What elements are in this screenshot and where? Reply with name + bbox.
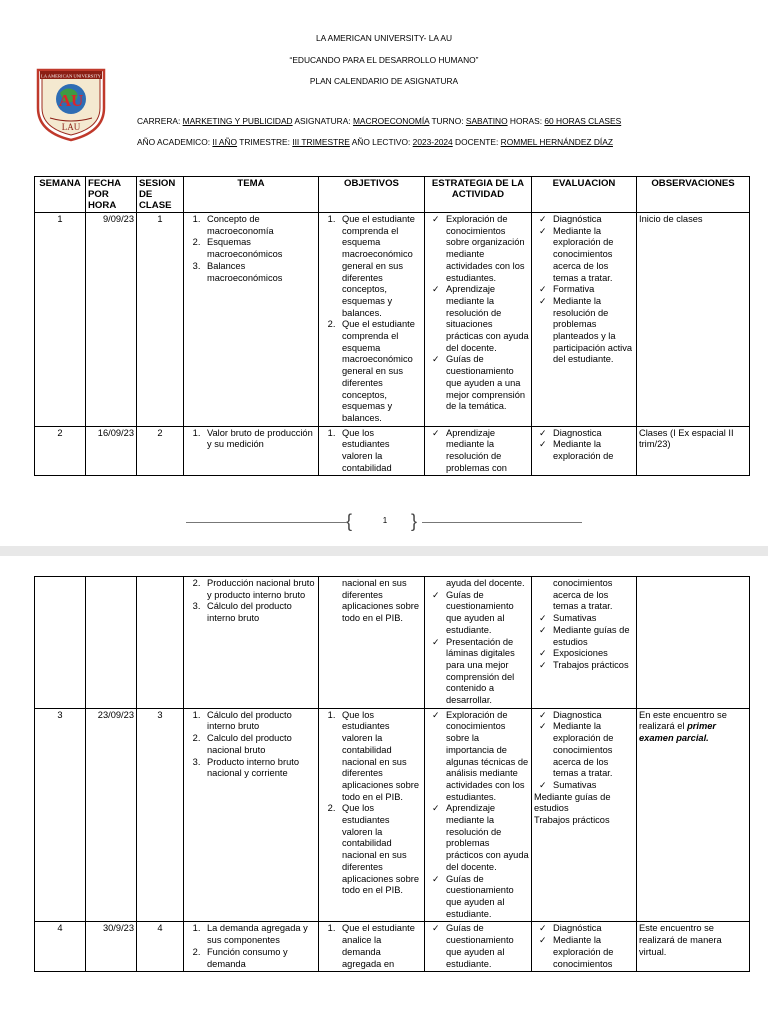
observaciones-emphasis: primer examen parcial. [639, 721, 716, 744]
carrera-value: MARKETING Y PUBLICIDAD [182, 116, 293, 126]
cell-sesion: 1 [137, 213, 184, 427]
cell-observaciones [637, 577, 750, 709]
footer-brace-left: { [346, 511, 353, 531]
cell-tema [184, 426, 319, 476]
list-item: ✓ Exploración de conocimientos sobre la importancia de algunas técnicas de análisis mediante actividades con los estudiantes. [444, 710, 529, 804]
cell-objetivos [319, 922, 425, 972]
lectivo-value: 2023-2024 [412, 137, 453, 147]
cell-evaluacion [532, 922, 637, 972]
col-header-fecha: FECHA POR HORA [86, 177, 137, 213]
cell-sesion: 2 [137, 426, 184, 476]
evaluacion-extra: Mediante guías de estudios [534, 791, 611, 814]
col-header-observaciones: OBSERVACIONES [637, 177, 750, 213]
anio-label: AÑO ACADEMICO: [137, 137, 213, 147]
list-item: 3. Producto interno bruto nacional y corriente [203, 757, 316, 780]
table-row [35, 708, 750, 922]
list-item: 1. Concepto de macroeconomía [203, 214, 316, 237]
cell-estrategia [425, 922, 532, 972]
cell-objetivos [319, 577, 425, 709]
list-item: ✓ Mediante la exploración de conocimientos [551, 935, 634, 970]
university-motto: “EDUCANDO PARA EL DESARROLLO HUMANO” [289, 55, 479, 65]
cell-estrategia [425, 708, 532, 922]
horas-value: 60 HORAS CLASES [544, 116, 622, 126]
list-item: ✓ Guías de cuestionamiento que ayuden a una mejor comprensión de la temática. [444, 354, 529, 413]
cell-tema [184, 708, 319, 922]
list-item: ✓ Aprendizaje mediante la resolución de problemas prácticos con ayuda del docente. [444, 803, 529, 873]
cell-observaciones: Clases (I Ex espacial II trim/23) [637, 426, 750, 476]
objetivos-continuation: nacional en sus diferentes aplicaciones sobre todo en el PIB. [342, 578, 420, 624]
document-page-2 [0, 556, 768, 1024]
cell-evaluacion [532, 708, 637, 922]
trimestre-value: III TRIMESTRE [292, 137, 350, 147]
list-item: 1. Que el estudiante analice la demanda agregada en [338, 923, 422, 970]
evaluacion-extra: Trabajos prácticos [534, 815, 610, 826]
footer-brace-right: } [411, 511, 418, 531]
cell-objetivos [319, 213, 425, 427]
list-item: 3. Cálculo del producto interno bruto [203, 601, 316, 624]
cell-estrategia [425, 426, 532, 476]
header-line-carrera [137, 116, 621, 126]
col-header-objetivos: OBJETIVOS [319, 177, 425, 213]
list-item: ✓ Formativa [551, 284, 634, 296]
list-item: ✓ Diagnostica [551, 428, 634, 440]
cell-sesion: 4 [137, 922, 184, 972]
list-item: ✓ Mediante la exploración de [551, 439, 634, 462]
asignatura-value: MACROECONOMÍA [352, 116, 430, 126]
table-row [35, 922, 750, 972]
page-number-footer [0, 511, 768, 531]
cell-observaciones [637, 708, 750, 922]
col-header-sesion: SESION DE CLASE [137, 177, 184, 213]
header-line-anio [137, 137, 613, 147]
estrategia-continuation: ayuda del docente. [446, 578, 525, 588]
list-item: 2. Que los estudiantes valoren la contabilidad nacional en sus diferentes aplicaciones sobre todo en el PIB. [338, 803, 422, 897]
list-item: ✓ Aprendizaje mediante la resolución de problemas con [444, 428, 529, 475]
cell-estrategia [425, 577, 532, 709]
cell-semana: 4 [35, 922, 86, 972]
col-header-evaluacion: EVALUACION [532, 177, 637, 213]
anio-value: II AÑO [212, 137, 238, 147]
carrera-label: CARRERA: [137, 116, 183, 126]
list-item: 2. Que el estudiante comprenda el esquema macroeconómico general en sus diferentes conceptos, esquemas y balances. [338, 319, 422, 424]
cell-tema [184, 213, 319, 427]
cell-observaciones: Este encuentro se realizará de manera virtual. [637, 922, 750, 972]
lectivo-label: AÑO LECTIVO: [349, 137, 413, 147]
turno-label: TURNO: [429, 116, 466, 126]
cell-semana: 2 [35, 426, 86, 476]
footer-rule-left [186, 522, 346, 523]
cell-fecha: 9/09/23 [86, 213, 137, 427]
list-item: 1. Que el estudiante comprenda el esquema macroeconómico general en sus diferentes conceptos, esquemas y balances. [338, 214, 422, 319]
list-item: ✓ Mediante la exploración de conocimientos acerca de los temas a tratar. [551, 226, 634, 285]
cell-fecha: 30/9/23 [86, 922, 137, 972]
list-item: ✓ Sumativas [551, 780, 634, 792]
cell-observaciones: Inicio de clases [637, 213, 750, 427]
list-item: ✓ Mediante la exploración de conocimientos acerca de los temas a tratar. [551, 721, 634, 780]
cell-semana [35, 577, 86, 709]
list-item: 2. Esquemas macroeconómicos [203, 237, 316, 260]
docente-value: ROMMEL HERNÁNDEZ DÍAZ [500, 137, 613, 147]
plan-table-page-2 [34, 576, 750, 972]
evaluacion-continuation: conocimientos acerca de los temas a tratar. [553, 578, 613, 612]
list-item: 1. Que los estudiantes valoren la contabilidad nacional en sus diferentes aplicaciones sobre todo en el PIB. [338, 710, 422, 804]
list-item: 1. Cálculo del producto interno bruto [203, 710, 316, 733]
list-item: ✓ Exploración de conocimientos sobre organización mediante actividades con los estudiantes. [444, 214, 529, 284]
list-item: ✓ Exposiciones [551, 648, 634, 660]
page-number: 1 [382, 516, 388, 525]
table-row [35, 577, 750, 709]
list-item: ✓ Diagnostica [551, 710, 634, 722]
list-item: ✓ Guías de cuestionamiento que ayuden al estudiante. [444, 923, 529, 970]
turno-value: SABATINO [465, 116, 508, 126]
asignatura-label: ASIGNATURA: [292, 116, 353, 126]
trimestre-label: TRIMESTRE: [237, 137, 293, 147]
cell-fecha: 23/09/23 [86, 708, 137, 922]
table-row [35, 213, 750, 427]
cell-objetivos [319, 708, 425, 922]
cell-estrategia [425, 213, 532, 427]
table-row [35, 426, 750, 476]
university-logo [30, 62, 112, 142]
list-item: ✓ Guías de cuestionamiento que ayuden al estudiante. [444, 590, 529, 637]
list-item: ✓ Sumativas [551, 613, 634, 625]
logo-letters: AU [58, 91, 84, 110]
docente-label: DOCENTE: [452, 137, 501, 147]
list-item: 3. Balances macroeconómicos [203, 261, 316, 284]
horas-label: HORAS: [507, 116, 545, 126]
list-item: 2. Calculo del producto nacional bruto [203, 733, 316, 756]
list-item: 2. Función consumo y demanda [203, 947, 316, 970]
cell-tema [184, 922, 319, 972]
cell-fecha [86, 577, 137, 709]
list-item: ✓ Diagnóstica [551, 923, 634, 935]
col-header-tema: TEMA [184, 177, 319, 213]
col-header-estrategia: ESTRATEGIA DE LA ACTIVIDAD [425, 177, 532, 213]
list-item: 1. Valor bruto de producción y su medición [203, 428, 316, 451]
list-item: 1. Que los estudiantes valoren la contabilidad [338, 428, 422, 475]
cell-semana: 3 [35, 708, 86, 922]
cell-evaluacion [532, 577, 637, 709]
cell-objetivos [319, 426, 425, 476]
list-item: ✓ Mediante guías de estudios [551, 625, 634, 648]
list-item: ✓ Mediante la resolución de problemas planteados y la participación activa del estudiante. [551, 296, 634, 366]
plan-table-page-1 [34, 176, 750, 476]
observaciones-text: En este encuentro se realizará el [639, 709, 727, 732]
list-item: ✓ Trabajos prácticos [551, 660, 634, 672]
list-item: ✓ Presentación de láminas digitales para una mejor comprensión del contenido a desarrollar. [444, 637, 529, 707]
col-header-semana: SEMANA [35, 177, 86, 213]
cell-evaluacion [532, 426, 637, 476]
cell-sesion [137, 577, 184, 709]
logo-bottom-text: LAU [61, 122, 81, 132]
cell-sesion: 3 [137, 708, 184, 922]
document-title: PLAN CALENDARIO DE ASIGNATURA [309, 76, 459, 86]
list-item: ✓ Diagnóstica [551, 214, 634, 226]
cell-fecha: 16/09/23 [86, 426, 137, 476]
cell-evaluacion [532, 213, 637, 427]
footer-rule-right [422, 522, 582, 523]
list-item: 2. Producción nacional bruto y producto interno bruto [203, 578, 316, 601]
list-item: 1. La demanda agregada y sus componentes [203, 923, 316, 946]
university-name: LA AMERICAN UNIVERSITY- LA AU [315, 33, 453, 43]
list-item: ✓ Guías de cuestionamiento que ayuden al estudiante. [444, 874, 529, 921]
logo-top-text: LA AMERICAN UNIVERSITY [41, 73, 101, 79]
list-item: ✓ Aprendizaje mediante la resolución de situaciones prácticas con ayuda del docente. [444, 284, 529, 354]
cell-semana: 1 [35, 213, 86, 427]
cell-tema [184, 577, 319, 709]
table-header-row [35, 177, 750, 213]
